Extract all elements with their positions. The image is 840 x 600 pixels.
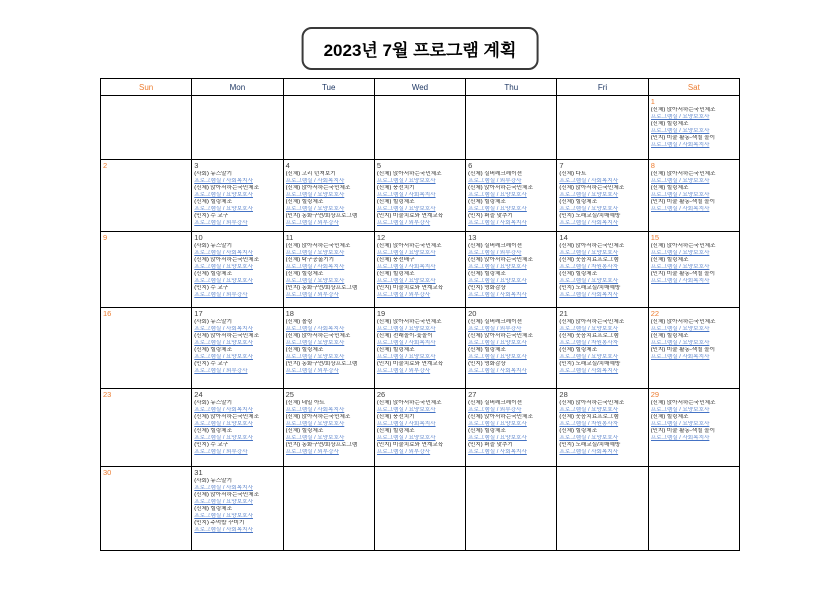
program-location: 프로그램실 / 요양보호사 [650,264,710,270]
calendar-cell [466,467,557,551]
program-title: (신체) 풍선치기 [376,185,415,191]
program-location: 프로그램실 / 외부강사 [285,220,339,226]
program-location: 프로그램실 / 자원봉사자 [559,340,619,346]
program-title: (신체) 앉아서하는국민체조 [468,333,533,339]
calendar-cell [557,389,648,467]
program-title: (인지) 수 교구 [194,361,229,367]
program-location: 프로그램실 / 요양보호사 [559,407,619,413]
program-title: (신체) 앉아서하는국민체조 [650,400,716,406]
program-title: (신체) 탁구공옮기기 [285,257,335,263]
calendar-cell [648,389,739,467]
calendar-cell [466,96,557,160]
program-title: (인지) 퍼즐 맞추기 [468,442,513,448]
calendar-cell [466,160,557,232]
program-location: 프로그램실 / 요양보호사 [285,192,345,198]
program-location: 프로그램실 / 요양보호사 [650,178,710,184]
day-header-fri: Fri [557,79,648,96]
date-number: 4 [285,161,290,170]
calendar-cell [648,467,739,551]
program-location: 프로그램실 / 요양보호사 [468,421,527,427]
date-number: 5 [376,161,382,170]
date-number: 29 [650,390,660,399]
program-title: (신체) 앉아서하는국민체조 [559,319,625,325]
calendar-cell [557,160,648,232]
program-title: (신체) 웃음치료프로그램 [559,257,619,263]
program-title: (신체) 앉아서하는국민체조 [468,414,533,420]
day-header-row [101,79,740,96]
program-location: 프로그램실 / 사회복지사 [194,326,253,332]
program-location: 프로그램실 / 요양보호사 [376,407,436,413]
program-title: (신체) 앉아서하는국민체조 [194,185,260,191]
program-title: (인지) 주먹밥 꾸미기 [194,520,245,526]
program-location: 프로그램실 / 요양보호사 [650,128,710,134]
program-location: 프로그램실 / 사회복지사 [650,354,710,360]
program-location: 프로그램실 / 외부강사 [194,220,248,226]
program-title: (인지) 노래교실/치매예방 [559,285,621,291]
date-number: 31 [194,468,203,477]
program-title: (신체) 힐링체조 [285,199,324,205]
program-title: (인지) 미술 활동-색칠 놀이 [650,271,715,277]
calendar-cell [192,467,283,551]
program-location: 프로그램실 / 요양보호사 [285,421,345,427]
program-title: (신체) 앉아서하는국민체조 [285,333,351,339]
program-title: (신체) 풍선배구 [376,257,415,263]
program-location: 프로그램실 / 외부강사 [194,449,248,455]
program-title: (신체) 앉아서하는국민체조 [650,319,716,325]
program-location: 프로그램실 / 요양보호사 [559,278,619,284]
program-location: 프로그램실 / 사회복지사 [376,192,436,198]
program-location: 프로그램실 / 외부강사 [468,250,522,256]
calendar-cell [192,160,283,232]
program-location: 프로그램실 / 외부강사 [376,449,431,455]
calendar-cell [648,308,739,389]
program-title: (신체) 실버레크레이션 [468,171,523,177]
program-location: 프로그램실 / 요양보호사 [376,326,436,332]
program-title: (신체) 앉아서하는국민체조 [376,243,442,249]
program-title: (신체) 힐링체조 [376,428,415,434]
program-title: (신체) 힐링체조 [468,271,506,277]
program-title: (신체) 네일 아트 [285,400,325,406]
program-title: (신체) 실버레크레이션 [468,400,523,406]
program-title: (신체) 앉아서하는국민체조 [194,257,260,263]
program-location: 프로그램실 / 요양보호사 [194,499,253,505]
program-title: (인지) 퍼즐 맞추기 [468,213,513,219]
day-header-sat: Sat [648,79,739,96]
program-location: 프로그램실 / 요양보호사 [650,421,710,427]
program-location: 프로그램실 / 사회복지사 [285,326,345,332]
program-title: (신체) 웃음치료프로그램 [559,333,619,339]
program-location: 프로그램실 / 요양보호사 [194,421,253,427]
program-title: (인지) 미술치료와 연계교육 [376,361,444,367]
calendar-week-row [101,308,740,389]
program-title: (신체) 힐링체조 [376,199,415,205]
program-title: (신체) 힐링체조 [194,271,232,277]
program-location: 프로그램실 / 요양보호사 [468,192,527,198]
calendar-week-row [101,96,740,160]
program-title: (신체) 앉아서하는국민체조 [468,257,533,263]
calendar-cell [192,96,283,160]
program-location: 프로그램실 / 요양보호사 [194,264,253,270]
program-location: 프로그램실 / 사회복지사 [468,220,527,226]
program-title: (인지) 노래교실/치매예방 [559,442,621,448]
calendar-cell [557,96,648,160]
program-location: 프로그램실 / 사회복지사 [650,206,710,212]
program-location: 프로그램실 / 외부강사 [376,368,431,374]
date-number: 23 [103,390,112,399]
calendar-cell [374,232,465,308]
program-location: 프로그램실 / 요양보호사 [559,435,619,441]
date-number: 2 [103,161,108,170]
calendar-cell [283,467,374,551]
date-number: 6 [468,161,473,170]
program-title: (신체) 앉아서하는국민체조 [376,400,442,406]
program-title: (신체) 힐링체조 [559,428,598,434]
calendar-week-row [101,467,740,551]
program-location: 프로그램실 / 요양보호사 [194,354,253,360]
program-location: 프로그램실 / 사회복지사 [559,220,619,226]
program-location: 프로그램실 / 외부강사 [376,292,431,298]
calendar-cell [374,308,465,389]
program-title: (신체) 힐링체조 [559,347,598,353]
program-title: (신체) 앉아서하는국민체조 [650,107,716,113]
calendar-cell [192,308,283,389]
program-title: (인지) 수 교구 [194,442,229,448]
program-title: (신체) 볼링 [285,319,313,325]
date-number: 21 [559,309,568,318]
calendar-cell [557,308,648,389]
program-location: 프로그램실 / 요양보호사 [376,250,436,256]
program-title: (신체) 힐링체조 [559,199,598,205]
program-location: 프로그램실 / 요양보호사 [194,340,253,346]
program-title: (신체) 힐링체조 [468,428,506,434]
program-location: 프로그램실 / 사회복지사 [468,292,527,298]
program-title: (신체) 힐링체조 [559,271,598,277]
date-number: 25 [285,390,294,399]
program-location: 프로그램실 / 요양보호사 [376,278,436,284]
program-title: (신체) 힐링체조 [650,414,689,420]
program-title: (신체) 힐링체조 [376,347,415,353]
program-title: (신체) 힐링체조 [194,428,232,434]
calendar-cell [101,96,192,160]
date-number: 28 [559,390,568,399]
program-title: (인지) 동화구연/회상프로그램 [285,442,358,448]
program-location: 프로그램실 / 요양보호사 [285,206,345,212]
program-title: (인지) 동화구연/회상프로그램 [285,213,358,219]
program-title: (사회) 뉴스알기 [194,171,232,177]
calendar-cell [466,308,557,389]
program-title: (신체) 앉아서하는국민체조 [376,319,442,325]
program-title: (인지) 미술치료와 연계교육 [376,213,444,219]
program-title: (신체) 풍선치기 [376,414,415,420]
program-location: 프로그램실 / 사회복지사 [468,368,527,374]
program-location: 프로그램실 / 요양보호사 [468,278,527,284]
program-location: 프로그램실 / 요양보호사 [650,250,710,256]
date-number: 13 [468,233,477,242]
calendar-cell [374,389,465,467]
calendar-cell [557,467,648,551]
program-title: (인지) 영화감상 [468,361,506,367]
program-title: (신체) 앉아서하는국민체조 [285,243,351,249]
program-location: 프로그램실 / 사회복지사 [376,421,436,427]
calendar-cell [101,160,192,232]
program-location: 프로그램실 / 사회복지사 [650,435,710,441]
program-title: (신체) 힐링체조 [376,271,415,277]
program-location: 프로그램실 / 요양보호사 [194,513,253,519]
date-number: 9 [103,233,108,242]
program-location: 프로그램실 / 외부강사 [468,178,522,184]
calendar-cell [374,96,465,160]
day-header-tue: Tue [283,79,374,96]
program-location: 프로그램실 / 외부강사 [468,407,522,413]
calendar-table [100,78,740,551]
program-title: (인지) 미술 활동-색칠 놀이 [650,199,715,205]
program-title: (신체) 힐링체조 [194,347,232,353]
program-location: 프로그램실 / 사회복지사 [559,292,619,298]
date-number: 24 [194,390,203,399]
program-title: (신체) 앉아서하는국민체조 [559,185,625,191]
calendar-cell [283,308,374,389]
program-location: 프로그램실 / 요양보호사 [194,435,253,441]
program-location: 프로그램실 / 외부강사 [285,292,339,298]
program-title: (신체) 힐링체조 [285,347,324,353]
program-title: (신체) 앉아서하는국민체조 [376,171,442,177]
program-location: 프로그램실 / 사회복지사 [559,178,619,184]
program-location: 프로그램실 / 요양보호사 [285,435,345,441]
calendar-cell [466,389,557,467]
program-location: 프로그램실 / 외부강사 [194,368,248,374]
program-location: 프로그램실 / 요양보호사 [285,340,345,346]
program-title: (신체) 힐링체조 [650,121,689,127]
program-title: (인지) 수 교구 [194,285,229,291]
program-location: 프로그램실 / 사회복지사 [559,368,619,374]
day-header-sun: Sun [101,79,192,96]
date-number: 16 [103,309,112,318]
program-location: 프로그램실 / 사회복지사 [194,250,253,256]
date-number: 20 [468,309,477,318]
program-title: (신체) 앉아서하는국민체조 [285,414,351,420]
program-title: (인지) 동화구연/회상프로그램 [285,285,358,291]
program-location: 프로그램실 / 사회복지사 [468,449,527,455]
program-location: 프로그램실 / 사회복지사 [650,278,710,284]
program-title: (신체) 앉아서하는국민체조 [650,243,716,249]
program-title: (신체) 힐링체조 [194,506,232,512]
program-title: (신체) 앉아서하는국민체조 [559,243,625,249]
date-number: 27 [468,390,477,399]
calendar-cell [283,389,374,467]
program-location: 프로그램실 / 요양보호사 [650,340,710,346]
program-title: (인지) 수 교구 [194,213,229,219]
program-title: (인지) 미술치료와 연계교육 [376,285,444,291]
program-location: 프로그램실 / 자원봉사자 [559,264,619,270]
program-location: 프로그램실 / 요양보호사 [468,264,527,270]
program-location: 프로그램실 / 요양보호사 [650,326,710,332]
program-title: (신체) 앉아서하는국민체조 [650,171,716,177]
date-number: 18 [285,309,294,318]
program-location: 프로그램실 / 사회복지사 [559,449,619,455]
program-title: (사회) 뉴스알기 [194,319,232,325]
program-title: (신체) 다트 [559,171,587,177]
date-number: 7 [559,161,564,170]
program-location: 프로그램실 / 요양보호사 [285,250,345,256]
program-location: 프로그램실 / 요양보호사 [650,407,710,413]
calendar-cell [466,232,557,308]
calendar-week-row [101,160,740,232]
program-title: (신체) 앉아서하는국민체조 [194,492,260,498]
program-location: 프로그램실 / 외부강사 [285,449,339,455]
page-title: 2023년 7월 프로그램 계획 [302,27,539,70]
program-location: 프로그램실 / 요양보호사 [468,340,527,346]
program-location: 프로그램실 / 요양보호사 [650,114,710,120]
date-number: 3 [194,161,199,170]
program-title: (신체) 전래놀이-윷놀이 [376,333,433,339]
program-location: 프로그램실 / 요양보호사 [468,206,527,212]
program-location: 프로그램실 / 요양보호사 [194,278,253,284]
program-title: (인지) 노래교실/치매예방 [559,361,621,367]
program-title: (인지) 미술 활동-색칠 놀이 [650,135,715,141]
date-number: 15 [650,233,660,242]
day-header-wed: Wed [374,79,465,96]
program-location: 프로그램실 / 사회복지사 [376,340,436,346]
calendar-cell [192,389,283,467]
program-title: (신체) 힐링체조 [650,333,689,339]
program-title: (신체) 실버레크레이션 [468,243,523,249]
program-location: 프로그램실 / 요양보호사 [468,435,527,441]
program-location: 프로그램실 / 요양보호사 [559,206,619,212]
program-title: (사회) 뉴스알기 [194,243,232,249]
program-title: (신체) 힐링체조 [650,257,689,263]
calendar-cell [283,232,374,308]
program-location: 프로그램실 / 요양보호사 [559,192,619,198]
program-location: 프로그램실 / 사회복지사 [194,407,253,413]
program-title: (신체) 앉아서하는국민체조 [194,414,260,420]
program-title: (신체) 힐링체조 [285,428,324,434]
program-location: 프로그램실 / 요양보호사 [194,192,253,198]
program-title: (인지) 영화감상 [468,285,506,291]
program-title: (신체) 힐링체조 [650,185,689,191]
program-location: 프로그램실 / 요양보호사 [376,178,436,184]
program-location: 프로그램실 / 사회복지사 [650,142,710,148]
program-location: 프로그램실 / 사회복지사 [194,527,253,533]
program-title: (신체) 앉아서하는국민체조 [559,400,625,406]
program-location: 프로그램실 / 사회복지사 [285,178,345,184]
calendar-cell [101,467,192,551]
program-title: (인지) 노래교실/치매예방 [559,213,621,219]
program-location: 프로그램실 / 요양보호사 [285,278,345,284]
date-number: 30 [103,468,112,477]
program-location: 프로그램실 / 요양보호사 [650,192,710,198]
program-location: 프로그램실 / 사회복지사 [285,264,345,270]
program-location: 프로그램실 / 사회복지사 [194,485,253,491]
program-location: 프로그램실 / 요양보호사 [285,354,345,360]
program-location: 프로그램실 / 자원봉사자 [559,421,619,427]
program-title: (신체) 웃음치료프로그램 [559,414,619,420]
program-title: (사회) 뉴스알기 [194,478,232,484]
day-header-thu: Thu [466,79,557,96]
calendar-cell [101,389,192,467]
date-number: 22 [650,309,660,318]
program-location: 프로그램실 / 외부강사 [468,326,522,332]
program-title: (신체) 앉아서하는국민체조 [468,185,533,191]
date-number: 8 [650,161,655,170]
program-title: (신체) 힐링체조 [194,199,232,205]
program-location: 프로그램실 / 요양보호사 [468,354,527,360]
calendar-week-row [101,389,740,467]
program-location: 프로그램실 / 요양보호사 [559,250,619,256]
program-title: (신체) 고리 던져보기 [285,171,336,177]
calendar-cell [648,232,739,308]
date-number: 19 [376,309,386,318]
calendar-cell [101,308,192,389]
date-number: 12 [376,233,386,242]
date-number: 10 [194,233,203,242]
program-title: (신체) 힐링체조 [468,347,506,353]
program-location: 프로그램실 / 요양보호사 [559,354,619,360]
date-number: 17 [194,309,203,318]
program-location: 프로그램실 / 외부강사 [285,368,339,374]
calendar-cell [101,232,192,308]
program-location: 프로그램실 / 사회복지사 [376,264,436,270]
date-number: 1 [650,97,655,106]
program-title: (신체) 힐링체조 [285,271,324,277]
program-location: 프로그램실 / 외부강사 [194,292,248,298]
program-title: (사회) 뉴스알기 [194,400,232,406]
calendar-cell [648,96,739,160]
calendar-cell [192,232,283,308]
day-header-mon: Mon [192,79,283,96]
program-title: (신체) 힐링체조 [468,199,506,205]
program-location: 프로그램실 / 요양보호사 [559,326,619,332]
program-title: (인지) 미술치료와 연계교육 [376,442,444,448]
date-number: 14 [559,233,568,242]
program-location: 프로그램실 / 요양보호사 [376,206,436,212]
date-number: 26 [376,390,386,399]
program-location: 프로그램실 / 요양보호사 [194,206,253,212]
program-title: (신체) 앉아서하는국민체조 [194,333,260,339]
program-title: (인지) 미술 활동-색칠 놀이 [650,428,715,434]
program-title: (인지) 미술 활동-색칠 놀이 [650,347,715,353]
date-number: 11 [285,233,294,242]
calendar-cell [374,160,465,232]
program-title: (신체) 실버레크레이션 [468,319,523,325]
calendar-cell [557,232,648,308]
program-title: (신체) 앉아서하는국민체조 [285,185,351,191]
program-title: (인지) 동화구연/회상프로그램 [285,361,358,367]
calendar-cell [283,160,374,232]
calendar-cell [374,467,465,551]
calendar-cell [648,160,739,232]
calendar-week-row [101,232,740,308]
program-location: 프로그램실 / 사회복지사 [285,407,345,413]
program-location: 프로그램실 / 외부강사 [376,220,431,226]
program-location: 프로그램실 / 요양보호사 [376,435,436,441]
program-location: 프로그램실 / 사회복지사 [194,178,253,184]
program-location: 프로그램실 / 요양보호사 [376,354,436,360]
calendar-cell [283,96,374,160]
